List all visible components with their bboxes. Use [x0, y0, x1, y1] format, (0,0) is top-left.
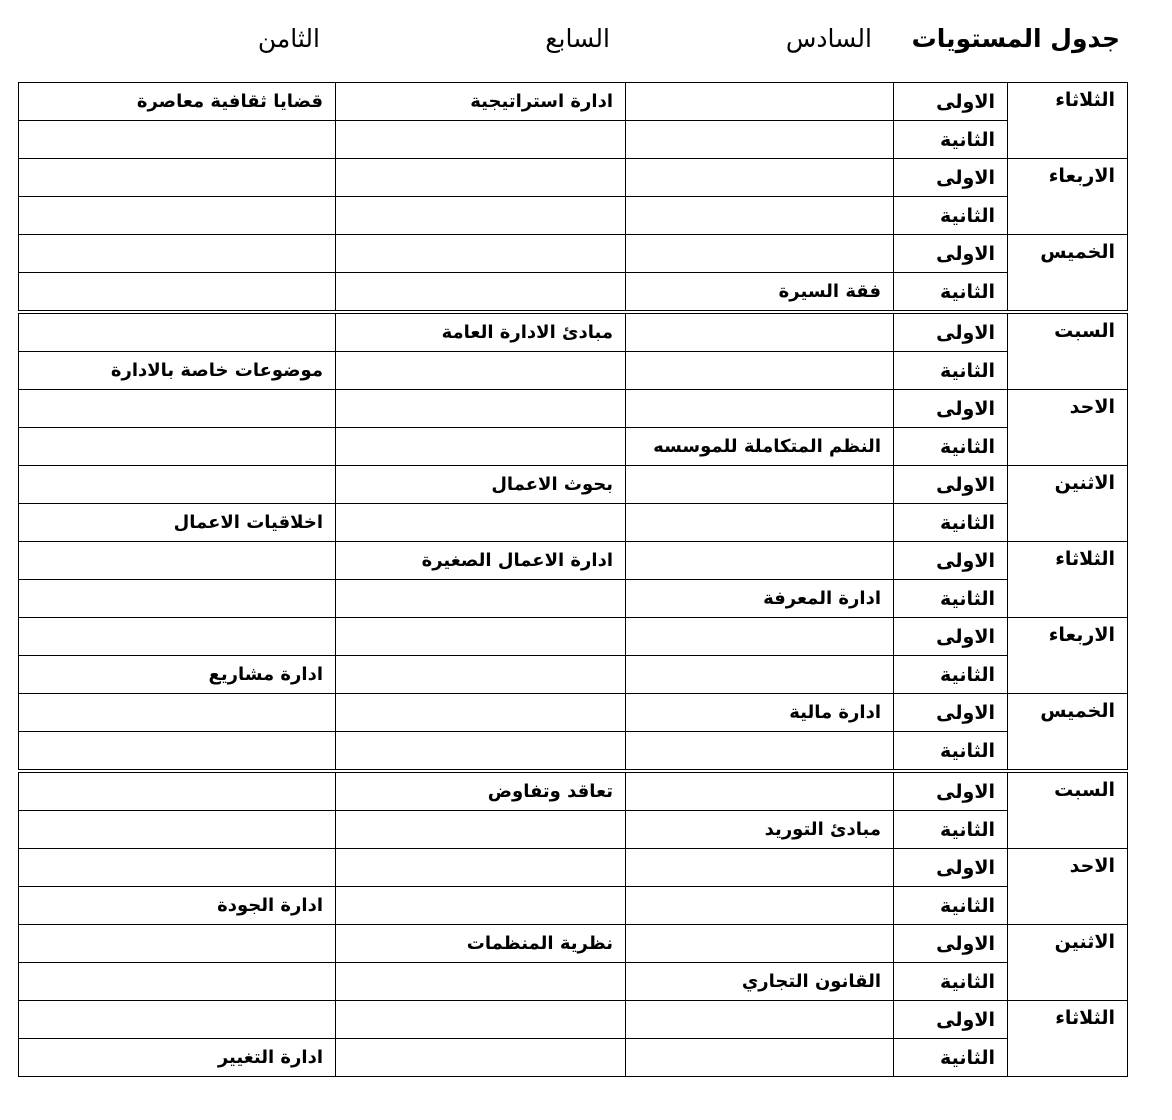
- period-cell: الثانية: [894, 963, 1008, 1001]
- period-cell: الاولى: [894, 390, 1008, 428]
- level-8-cell: [19, 618, 336, 656]
- day-cell: السبت: [1008, 771, 1128, 849]
- schedule-row: [19, 197, 1128, 235]
- level-7-cell: [336, 580, 626, 618]
- level-7-cell: نظرية المنظمات: [336, 925, 626, 963]
- period-cell: الثانية: [894, 887, 1008, 925]
- schedule-row: [19, 811, 1128, 849]
- level-6-cell: [626, 390, 894, 428]
- level-7-cell: [336, 504, 626, 542]
- level-8-cell: ادارة التغيير: [19, 1039, 336, 1077]
- level-6-cell: ادارة المعرفة: [626, 580, 894, 618]
- level-6-cell: [626, 542, 894, 580]
- level-6-cell: [626, 352, 894, 390]
- level-6-cell: [626, 732, 894, 772]
- level-7-heading: السابع: [545, 24, 610, 53]
- schedule-row: [19, 312, 1128, 352]
- period-cell: الاولى: [894, 618, 1008, 656]
- level-6-cell: النظم المتكاملة للموسسه: [626, 428, 894, 466]
- schedule-row: [19, 83, 1128, 121]
- level-8-cell: [19, 159, 336, 197]
- level-7-cell: [336, 1039, 626, 1077]
- period-cell: الثانية: [894, 504, 1008, 542]
- level-8-cell: [19, 580, 336, 618]
- schedule-row: [19, 504, 1128, 542]
- level-7-cell: [336, 352, 626, 390]
- schedule-row: [19, 1001, 1128, 1039]
- level-7-cell: [336, 732, 626, 772]
- period-cell: الثانية: [894, 273, 1008, 313]
- level-6-cell: مبادئ التوريد: [626, 811, 894, 849]
- page-title: جدول المستويات: [911, 24, 1120, 53]
- day-cell: السبت: [1008, 312, 1128, 390]
- period-cell: الثانية: [894, 1039, 1008, 1077]
- level-8-cell: موضوعات خاصة بالادارة: [19, 352, 336, 390]
- level-6-cell: [626, 235, 894, 273]
- level-7-cell: [336, 1001, 626, 1039]
- schedule-row: [19, 618, 1128, 656]
- page-header: [0, 14, 1172, 68]
- period-cell: الاولى: [894, 849, 1008, 887]
- level-8-cell: [19, 925, 336, 963]
- level-7-cell: مبادئ الادارة العامة: [336, 312, 626, 352]
- level-8-cell: [19, 197, 336, 235]
- schedule-row: [19, 694, 1128, 732]
- level-8-cell: [19, 428, 336, 466]
- level-8-cell: [19, 312, 336, 352]
- period-cell: الثانية: [894, 580, 1008, 618]
- period-cell: الاولى: [894, 466, 1008, 504]
- level-7-cell: [336, 618, 626, 656]
- level-8-cell: [19, 811, 336, 849]
- level-8-cell: [19, 849, 336, 887]
- level-8-cell: [19, 732, 336, 772]
- period-cell: الثانية: [894, 811, 1008, 849]
- level-7-cell: ادارة الاعمال الصغيرة: [336, 542, 626, 580]
- level-7-cell: [336, 197, 626, 235]
- level-6-cell: [626, 887, 894, 925]
- level-8-cell: [19, 542, 336, 580]
- level-8-cell: [19, 771, 336, 811]
- level-7-cell: [336, 811, 626, 849]
- level-7-cell: ادارة استراتيجية: [336, 83, 626, 121]
- level-7-cell: [336, 273, 626, 313]
- level-6-cell: [626, 656, 894, 694]
- schedule-row: [19, 466, 1128, 504]
- level-6-cell: [626, 771, 894, 811]
- level-6-cell: [626, 618, 894, 656]
- level-8-cell: اخلاقيات الاعمال: [19, 504, 336, 542]
- schedule-row: [19, 352, 1128, 390]
- period-cell: الثانية: [894, 352, 1008, 390]
- level-8-heading: الثامن: [257, 24, 320, 53]
- level-8-cell: [19, 694, 336, 732]
- level-6-cell: ادارة مالية: [626, 694, 894, 732]
- level-7-cell: [336, 235, 626, 273]
- level-7-cell: [336, 694, 626, 732]
- level-8-cell: ادارة الجودة: [19, 887, 336, 925]
- level-6-cell: [626, 83, 894, 121]
- schedule-row: [19, 1039, 1128, 1077]
- level-8-cell: قضايا ثقافية معاصرة: [19, 83, 336, 121]
- level-6-cell: [626, 121, 894, 159]
- schedule-row: [19, 428, 1128, 466]
- schedule-row: [19, 121, 1128, 159]
- level-8-cell: [19, 273, 336, 313]
- schedule-body: [19, 83, 1128, 1077]
- level-6-cell: [626, 312, 894, 352]
- schedule-table: [18, 82, 1128, 1077]
- period-cell: الاولى: [894, 771, 1008, 811]
- schedule-row: [19, 849, 1128, 887]
- day-cell: الاثنين: [1008, 466, 1128, 542]
- level-6-cell: [626, 159, 894, 197]
- level-7-cell: بحوث الاعمال: [336, 466, 626, 504]
- schedule-row: [19, 656, 1128, 694]
- level-6-cell: [626, 925, 894, 963]
- level-6-cell: [626, 849, 894, 887]
- period-cell: الثانية: [894, 656, 1008, 694]
- level-8-cell: [19, 235, 336, 273]
- level-7-cell: [336, 390, 626, 428]
- level-8-cell: [19, 963, 336, 1001]
- level-7-cell: [336, 428, 626, 466]
- level-8-cell: [19, 121, 336, 159]
- schedule-row: [19, 771, 1128, 811]
- schedule-row: [19, 887, 1128, 925]
- level-8-cell: [19, 466, 336, 504]
- period-cell: الاولى: [894, 235, 1008, 273]
- period-cell: الاولى: [894, 925, 1008, 963]
- period-cell: الاولى: [894, 542, 1008, 580]
- day-cell: الاحد: [1008, 390, 1128, 466]
- period-cell: الثانية: [894, 197, 1008, 235]
- level-6-cell: [626, 504, 894, 542]
- day-cell: الثلاثاء: [1008, 542, 1128, 618]
- level-7-cell: [336, 963, 626, 1001]
- day-cell: الاربعاء: [1008, 159, 1128, 235]
- level-8-cell: ادارة مشاريع: [19, 656, 336, 694]
- period-cell: الاولى: [894, 1001, 1008, 1039]
- level-6-cell: [626, 197, 894, 235]
- level-8-cell: [19, 1001, 336, 1039]
- level-6-cell: [626, 466, 894, 504]
- period-cell: الثانية: [894, 121, 1008, 159]
- day-cell: الخميس: [1008, 235, 1128, 313]
- level-7-cell: [336, 121, 626, 159]
- period-cell: الاولى: [894, 159, 1008, 197]
- period-cell: الثانية: [894, 732, 1008, 772]
- day-cell: الخميس: [1008, 694, 1128, 772]
- level-7-cell: [336, 887, 626, 925]
- level-7-cell: [336, 849, 626, 887]
- level-8-cell: [19, 390, 336, 428]
- day-cell: الاثنين: [1008, 925, 1128, 1001]
- schedule-row: [19, 580, 1128, 618]
- day-cell: الاحد: [1008, 849, 1128, 925]
- schedule-row: [19, 159, 1128, 197]
- schedule-row: [19, 732, 1128, 772]
- schedule-row: [19, 273, 1128, 313]
- day-cell: الثلاثاء: [1008, 1001, 1128, 1077]
- schedule-row: [19, 390, 1128, 428]
- period-cell: الاولى: [894, 694, 1008, 732]
- period-cell: الاولى: [894, 83, 1008, 121]
- day-cell: الثلاثاء: [1008, 83, 1128, 159]
- level-6-cell: القانون التجاري: [626, 963, 894, 1001]
- schedule-row: [19, 925, 1128, 963]
- level-7-cell: [336, 656, 626, 694]
- schedule-row: [19, 235, 1128, 273]
- level-6-heading: السادس: [785, 24, 872, 53]
- period-cell: الاولى: [894, 312, 1008, 352]
- schedule-row: [19, 963, 1128, 1001]
- level-6-cell: [626, 1001, 894, 1039]
- level-7-cell: [336, 159, 626, 197]
- level-6-cell: فقة السيرة: [626, 273, 894, 313]
- day-cell: الاربعاء: [1008, 618, 1128, 694]
- level-7-cell: تعاقد وتفاوض: [336, 771, 626, 811]
- period-cell: الثانية: [894, 428, 1008, 466]
- schedule-row: [19, 542, 1128, 580]
- level-6-cell: [626, 1039, 894, 1077]
